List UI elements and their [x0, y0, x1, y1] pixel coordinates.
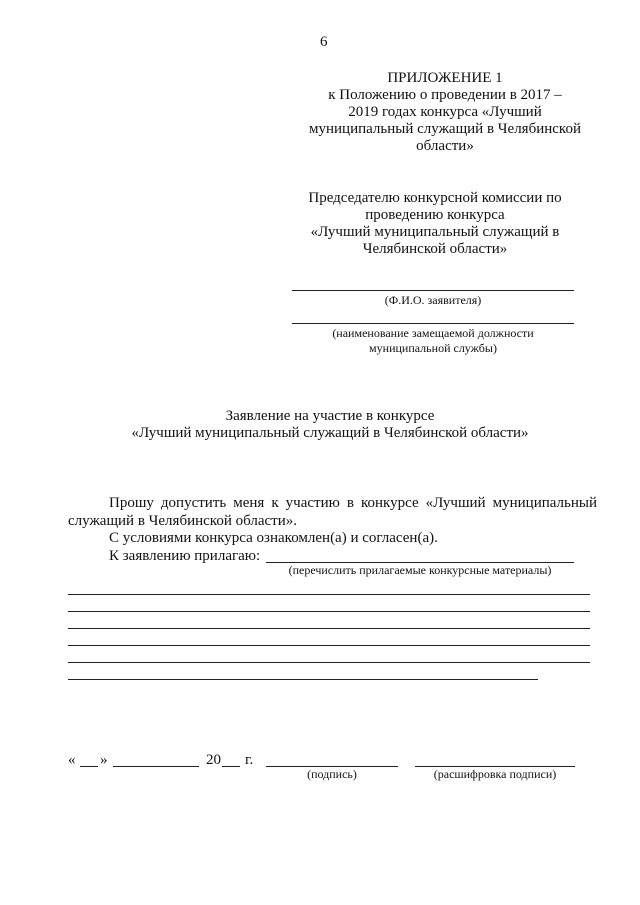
date-year-suffix: г.: [245, 752, 254, 768]
statement-title: [60, 408, 600, 442]
statement-title-line: «Лучший муниципальный служащий в Челябинской области»: [131, 425, 529, 441]
signature-decoding-caption: (расшифровка подписи): [433, 767, 557, 781]
materials-line[interactable]: [68, 662, 590, 663]
materials-line[interactable]: [68, 679, 538, 680]
appendix-title: ПРИЛОЖЕНИЕ 1: [387, 70, 503, 86]
addressee-line: «Лучший муниципальный служащий в: [310, 224, 560, 240]
request-line-1: Прошу допустить меня к участию в конкурсе «Лучший муниципальный: [109, 495, 597, 511]
materials-line[interactable]: [68, 594, 590, 595]
date-close-quote: »: [100, 752, 108, 768]
addressee-block: [290, 190, 580, 258]
appendix-block: [300, 70, 590, 155]
position-caption-line: муниципальной службы): [369, 341, 497, 355]
fio-line[interactable]: [292, 290, 574, 291]
appendix-line: к Положению о проведении в 2017 –: [328, 87, 562, 103]
request-line-2: служащий в Челябинской области».: [68, 513, 297, 529]
date-month-line[interactable]: [113, 766, 199, 767]
materials-line[interactable]: [68, 611, 590, 612]
materials-line[interactable]: [68, 628, 590, 629]
date-year-prefix: 20: [206, 752, 221, 768]
fio-caption: (Ф.И.О. заявителя): [384, 293, 482, 307]
statement-title-line: Заявление на участие в конкурсе: [225, 408, 435, 424]
attach-caption: (перечислить прилагаемые конкурсные материалы): [288, 563, 552, 577]
date-day-line[interactable]: [80, 766, 98, 767]
appendix-line: области»: [416, 138, 474, 154]
materials-line[interactable]: [68, 645, 590, 646]
addressee-line: Председателю конкурсной комиссии по: [308, 190, 562, 206]
addressee-line: проведению конкурса: [365, 207, 505, 223]
date-year-line[interactable]: [222, 766, 240, 767]
page-number: 6: [320, 34, 328, 50]
attach-label: К заявлению прилагаю:: [109, 548, 261, 564]
appendix-line: 2019 годах конкурса «Лучший: [348, 104, 542, 120]
position-caption-line: (наименование замещаемой должности: [332, 326, 534, 340]
signature-caption: (подпись): [307, 767, 357, 781]
addressee-line: Челябинской области»: [362, 241, 508, 257]
date-open-quote: «: [68, 752, 76, 768]
position-line[interactable]: [292, 323, 574, 324]
appendix-line: муниципальный служащий в Челябинской: [309, 121, 581, 137]
position-caption: [292, 326, 574, 356]
conditions-text: С условиями конкурса ознакомлен(а) и согласен(а).: [109, 530, 438, 546]
